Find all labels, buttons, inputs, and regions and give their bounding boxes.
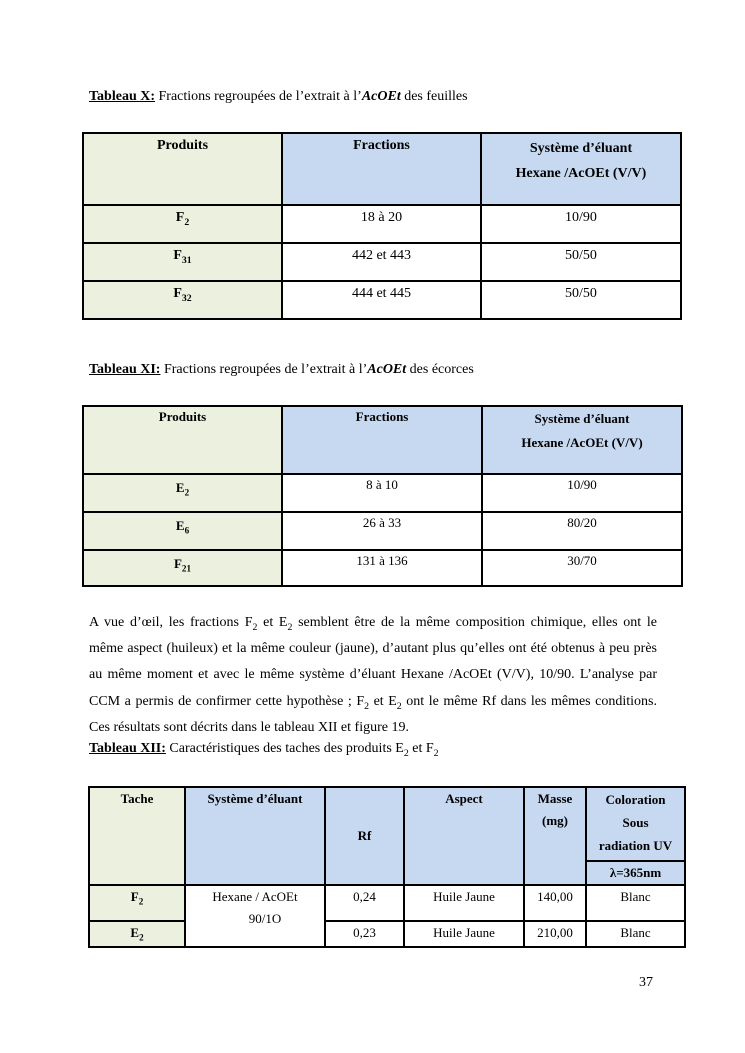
header-systeme-eluant: Système d’éluant Hexane /AcOEt (V/V)	[482, 406, 682, 474]
cell-fractions: 131 à 136	[282, 550, 482, 586]
table-11-caption: Tableau XI: Fractions regroupées de l’extrait à l’AcOEt des écorces	[89, 362, 474, 377]
table-row	[83, 550, 682, 586]
cell-produit: $F_{21}$	[83, 550, 282, 586]
table-row	[83, 205, 681, 243]
header-coloration: Coloration Sous radiation UV	[586, 787, 685, 861]
table-12	[88, 786, 686, 948]
cell-eluant: 50/50	[481, 243, 681, 281]
table-row	[89, 885, 685, 921]
body-paragraph: A vue d’œil, les fractions $F_2$ et $E_2$ semblent être de la même composition chimique, elles ont le même aspect (huileux) et la même couleur (jaune), d’autant plus qu’elles ont été obtenus à peu près au même moment et avec le même système d’éluant Hexane /AcOEt (V/V), 10/90. L’analyse par CCM a permis de confirmer cette hypothèse ; $F_2$ et $E_2$ ont le même Rf dans les mêmes conditions. Ces résultats sont décrits dans le tableau XII et figure 19.	[89, 615, 658, 735]
header-systeme-eluant: Système d’éluant	[185, 787, 325, 885]
header-aspect: Aspect	[404, 787, 524, 885]
cell-produit: $F_2$	[83, 205, 282, 243]
header-produits: Produits	[83, 133, 282, 205]
table-11	[82, 405, 683, 587]
table-row	[83, 474, 682, 512]
header-fractions: Fractions	[282, 406, 482, 474]
cell-eluant: 30/70	[482, 550, 682, 586]
cell-masse: 140,00	[524, 885, 586, 921]
cell-masse: 210,00	[524, 921, 586, 947]
cell-coloration: Blanc	[586, 921, 685, 947]
cell-eluant: 10/90	[482, 474, 682, 512]
cell-eluant: 10/90	[481, 205, 681, 243]
cell-produit: $F_{32}$	[83, 281, 282, 319]
header-fractions: Fractions	[282, 133, 481, 205]
cell-produit: $E_6$	[83, 512, 282, 550]
header-produits: Produits	[83, 406, 282, 474]
cell-eluant: 50/50	[481, 281, 681, 319]
header-masse: Masse (mg)	[524, 787, 586, 885]
table-12-caption: Tableau XII: Caractéristiques des taches des produits $E_2$ et $F_2$	[89, 741, 439, 759]
table-row	[83, 512, 682, 550]
table-row	[83, 281, 681, 319]
table-10-caption: Tableau X: Fractions regroupées de l’extrait à l’AcOEt des feuilles	[89, 89, 468, 104]
page-number: 37	[639, 975, 653, 990]
header-systeme-eluant: Système d’éluant Hexane /AcOEt (V/V)	[481, 133, 681, 205]
cell-rf: 0,23	[325, 921, 404, 947]
cell-fractions: 18 à 20	[282, 205, 481, 243]
cell-aspect: Huile Jaune	[404, 921, 524, 947]
header-rf: Rf	[325, 787, 404, 885]
cell-eluant-merged: Hexane / AcOEt 90/1O	[185, 885, 325, 947]
table-10	[82, 132, 682, 320]
table-row	[83, 243, 681, 281]
table-row	[89, 921, 685, 947]
cell-fractions: 442 et 443	[282, 243, 481, 281]
header-tache: Tache	[89, 787, 185, 885]
cell-tache: $F_2$	[89, 885, 185, 921]
cell-produit: $F_{31}$	[83, 243, 282, 281]
cell-fractions: 8 à 10	[282, 474, 482, 512]
cell-fractions: 26 à 33	[282, 512, 482, 550]
cell-fractions: 444 et 445	[282, 281, 481, 319]
cell-tache: $E_2$	[89, 921, 185, 947]
cell-eluant: 80/20	[482, 512, 682, 550]
cell-produit: $E_2$	[83, 474, 282, 512]
cell-aspect: Huile Jaune	[404, 885, 524, 921]
cell-rf: 0,24	[325, 885, 404, 921]
header-lambda: λ=365nm	[586, 861, 685, 885]
cell-coloration: Blanc	[586, 885, 685, 921]
